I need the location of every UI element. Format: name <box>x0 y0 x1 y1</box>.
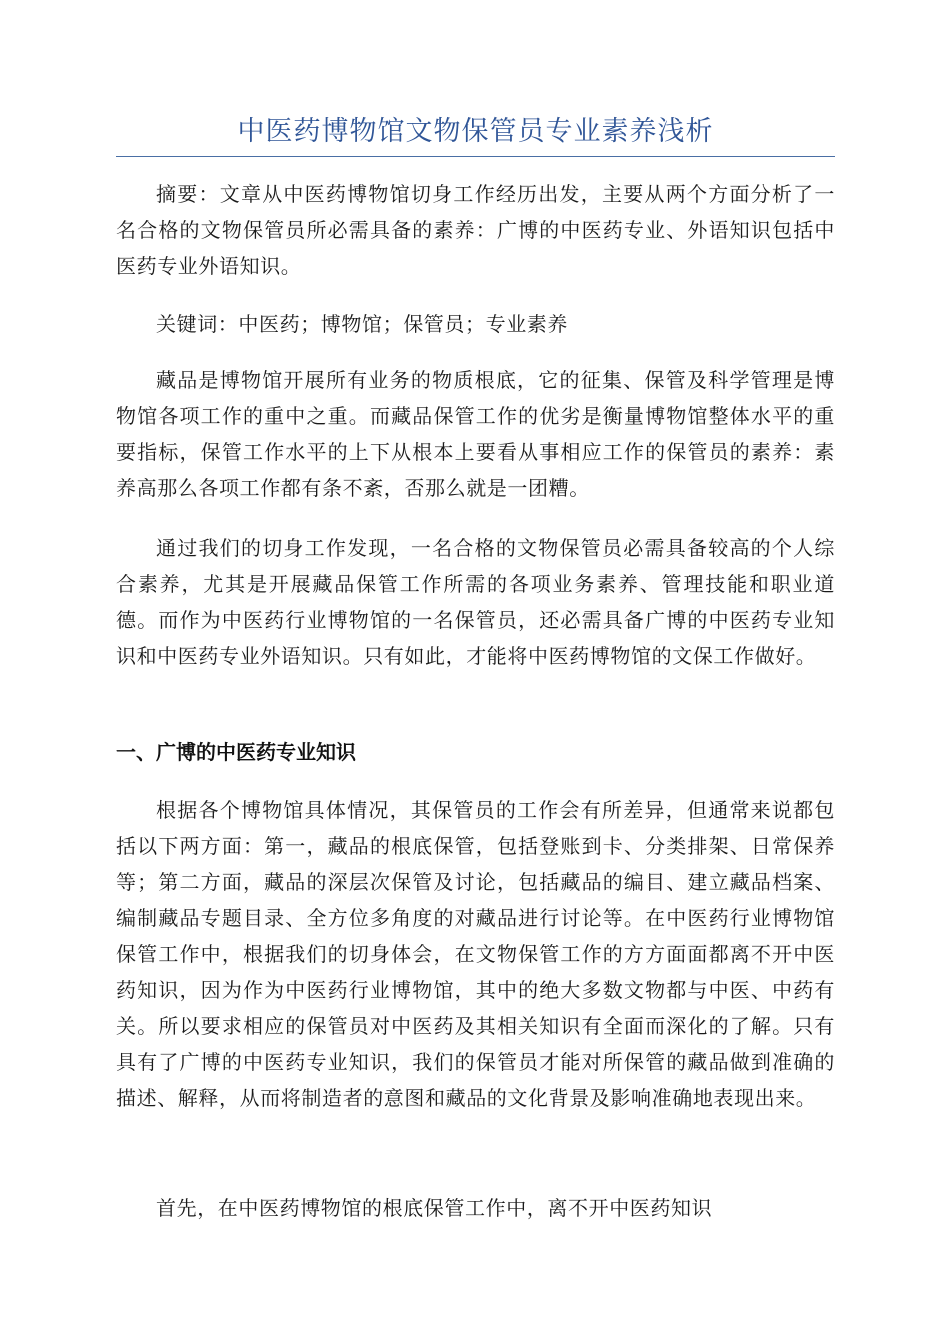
title-block <box>116 112 835 157</box>
body-paragraph: 通过我们的切身工作发现，一名合格的文物保管员必需具备较高的个人综合素养，尤其是开展藏品保管工作所需的各项业务素养、管理技能和职业道德。而作为中医药行业博物馆的一名保管员，还必需具备广博的中医药专业知识和中医药专业外语知识。只有如此，才能将中医药博物馆的文保工作做好。 <box>116 536 835 668</box>
body-paragraph: 藏品是博物馆开展所有业务的物质根底，它的征集、保管及科学管理是博物馆各项工作的重中之重。而藏品保管工作的优劣是衡量博物馆整体水平的重要指标，保管工作水平的上下从根本上要看从事相应工作的保管员的素养：素养高那么各项工作都有条不紊，否那么就是一团糟。 <box>116 368 835 500</box>
abstract-paragraph: 摘要：文章从中医药博物馆切身工作经历出发，主要从两个方面分析了一名合格的文物保管员所必需具备的素养：广博的中医药专业、外语知识包括中医药专业外语知识。 <box>116 182 835 278</box>
body-paragraph: 首先，在中医药博物馆的根底保管工作中，离不开中医药知识 <box>156 1196 713 1220</box>
body-paragraph: 根据各个博物馆具体情况，其保管员的工作会有所差异，但通常来说都包括以下两方面：第一，藏品的根底保管，包括登账到卡、分类排架、日常保养等；第二方面，藏品的深层次保管及讨论，包括藏品的编目、建立藏品档案、编制藏品专题目录、全方位多角度的对藏品进行讨论等。在中医药行业博物馆保管工作中，根据我们的切身体会，在文物保管工作的方方面面都离不开中医药知识，因为作为中医药行业博物馆，其中的绝大多数文物都与中医、中药有关。所以要求相应的保管员对中医药及其相关知识有全面而深化的了解。只有具有了广博的中医药专业知识，我们的保管员才能对所保管的藏品做到准确的描述、解释，从而将制造者的意图和藏品的文化背景及影响准确地表现出来。 <box>116 798 835 1110</box>
section-heading: 一、广博的中医药专业知识 <box>116 740 356 764</box>
document-title: 中医药博物馆文物保管员专业素养浅析 <box>237 116 714 147</box>
keywords-paragraph: 关键词：中医药；博物馆；保管员；专业素养 <box>156 312 568 336</box>
